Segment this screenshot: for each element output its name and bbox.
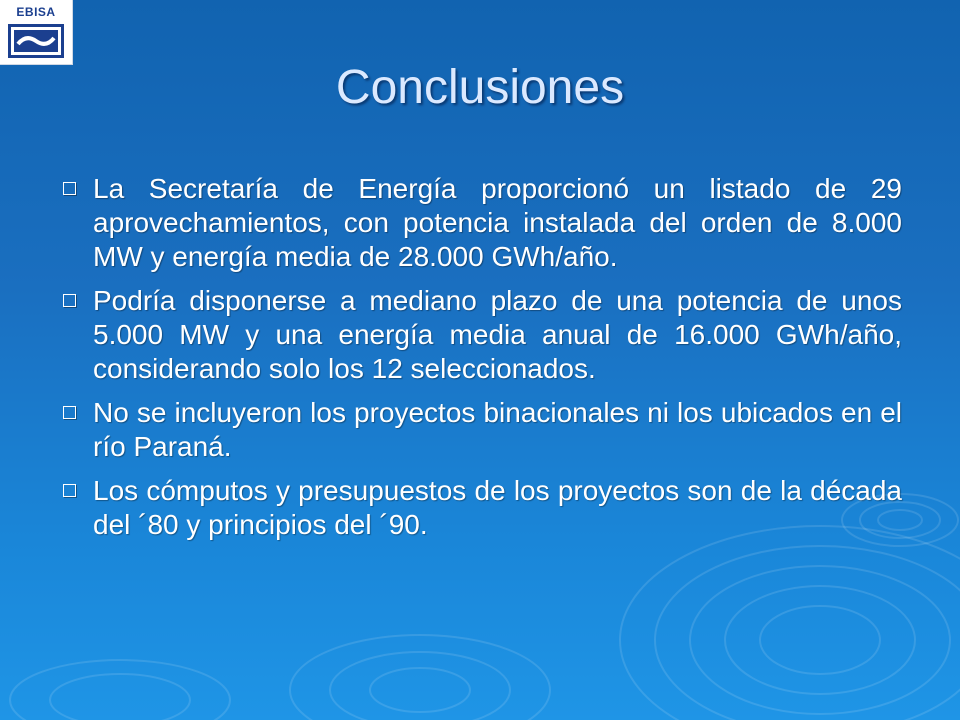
list-item: [60, 172, 902, 274]
list-item: [60, 396, 902, 464]
square-outline-icon: [63, 484, 76, 497]
page-title: Conclusiones: [335, 61, 625, 114]
ebisa-logo: [0, 0, 73, 65]
list-item: [60, 474, 902, 542]
bullet-text: No se incluyeron los proyectos binacionales ni los ubicados en el río Paraná.: [93, 397, 902, 462]
list-item: [60, 284, 902, 386]
bullet-text: Podría disponerse a mediano plazo de una potencia de unos 5.000 MW y una energía media anual de 16.000 GWh/año, considerando solo los 12 seleccionados.: [93, 285, 902, 384]
bullet-text: La Secretaría de Energía proporcionó un listado de 29 aprovechamientos, con potencia instalada del orden de 8.000 MW y energía media de 28.000 GWh/año.: [93, 173, 902, 272]
ebisa-logo-icon: [8, 24, 64, 58]
bullet-text: Los cómputos y presupuestos de los proyectos son de la década del ´80 y principios del ´90.: [93, 475, 902, 540]
logo-text: EBISA: [16, 5, 56, 19]
bullet-list: [60, 172, 902, 552]
square-outline-icon: [63, 294, 76, 307]
square-outline-icon: [63, 406, 76, 419]
square-outline-icon: [63, 182, 76, 195]
